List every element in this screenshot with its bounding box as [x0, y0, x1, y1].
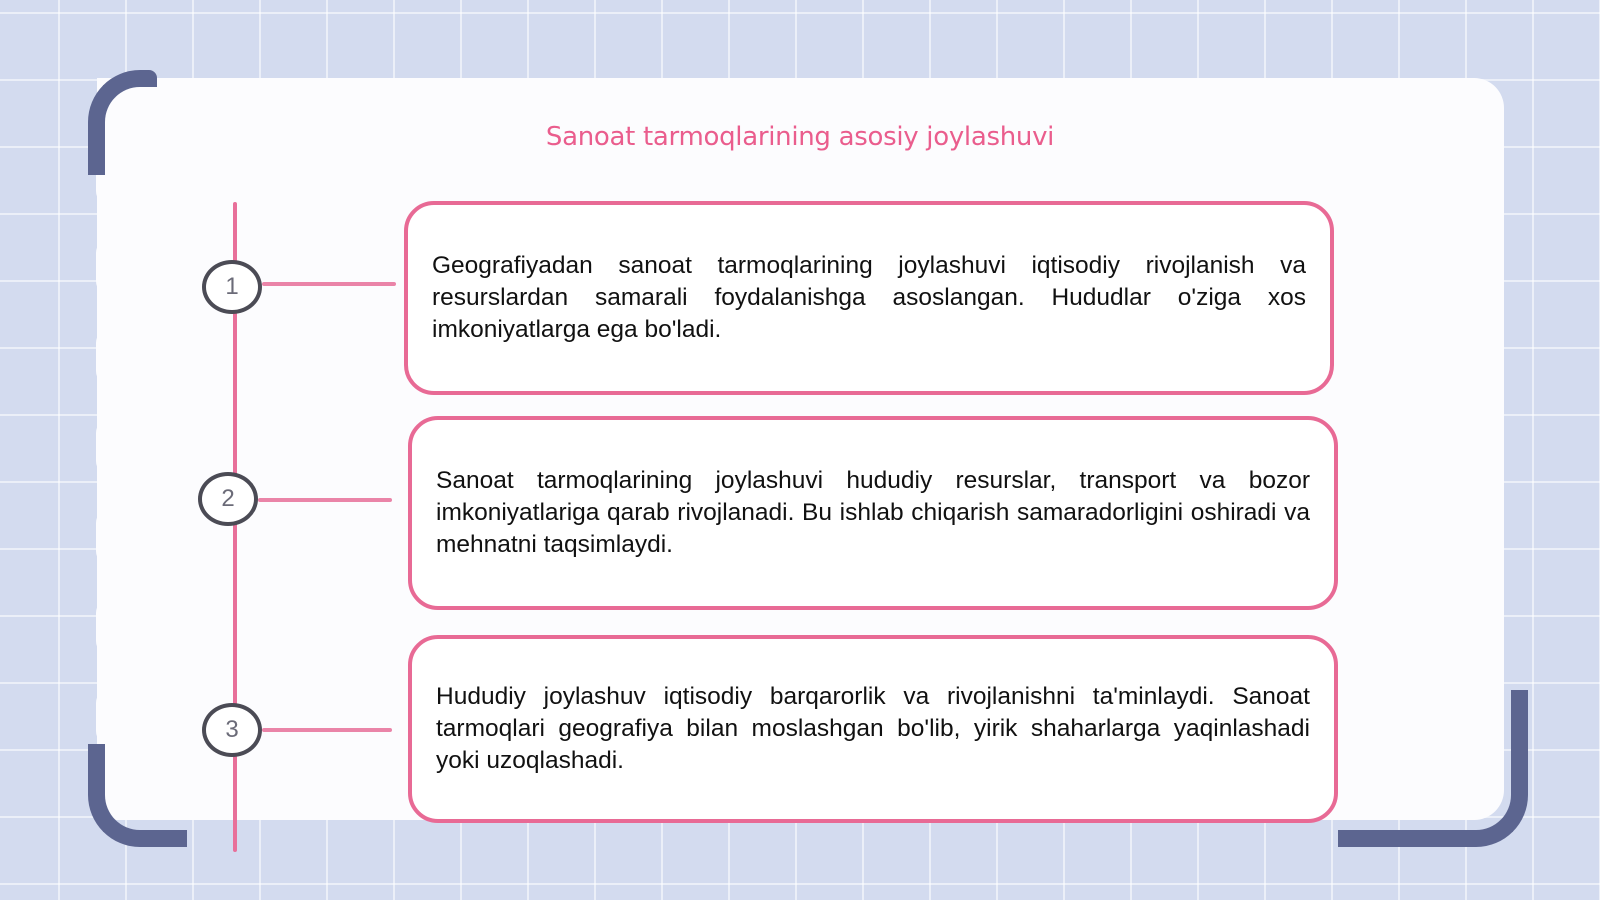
frame-corner-bottom-right	[1338, 690, 1528, 847]
step-1-card	[404, 201, 1334, 395]
paper-tab	[96, 418, 126, 476]
step-2-text: Sanoat tarmoqlarining joylashuvi hududiy resurslar, transport va bozor imkoniyatlariga qarab rivojlanadi. Bu ishlab chiqarish samaradorligini oshiradi va mehnatni taqsimlaydi.	[436, 467, 1310, 558]
step-3-connector	[262, 728, 392, 732]
paper-tab	[96, 508, 126, 566]
slide-title: Sanoat tarmoqlarining asosiy joylashuvi	[545, 122, 1055, 152]
step-2-marker: 2	[198, 472, 258, 526]
step-1-marker: 1	[202, 260, 262, 314]
step-1-text: Geografiyadan sanoat tarmoqlarining joylashuvi iqtisodiy rivojlanish va resurslardan samarali foydalanishga asoslangan. Hududlar o'ziga xos imkoniyatlarga ega bo'ladi.	[432, 252, 1306, 343]
frame-corner-bottom-left	[88, 744, 187, 847]
step-2-connector	[258, 498, 392, 502]
step-3-card	[408, 635, 1338, 823]
step-2-card	[408, 416, 1338, 610]
step-3-marker: 3	[202, 703, 262, 757]
paper-tab	[96, 598, 126, 656]
paper-tab	[96, 238, 126, 296]
paper-tab	[96, 328, 126, 386]
step-1-connector	[262, 282, 396, 286]
step-3-text: Hududiy joylashuv iqtisodiy barqarorlik va rivojlanishni ta'minlaydi. Sanoat tarmoqlari geografiya bilan moslashgan bo'lib, yirik shaharlarga yaqinlashadi yoki uzoqlashadi.	[436, 683, 1310, 774]
paper-tab	[96, 688, 126, 746]
